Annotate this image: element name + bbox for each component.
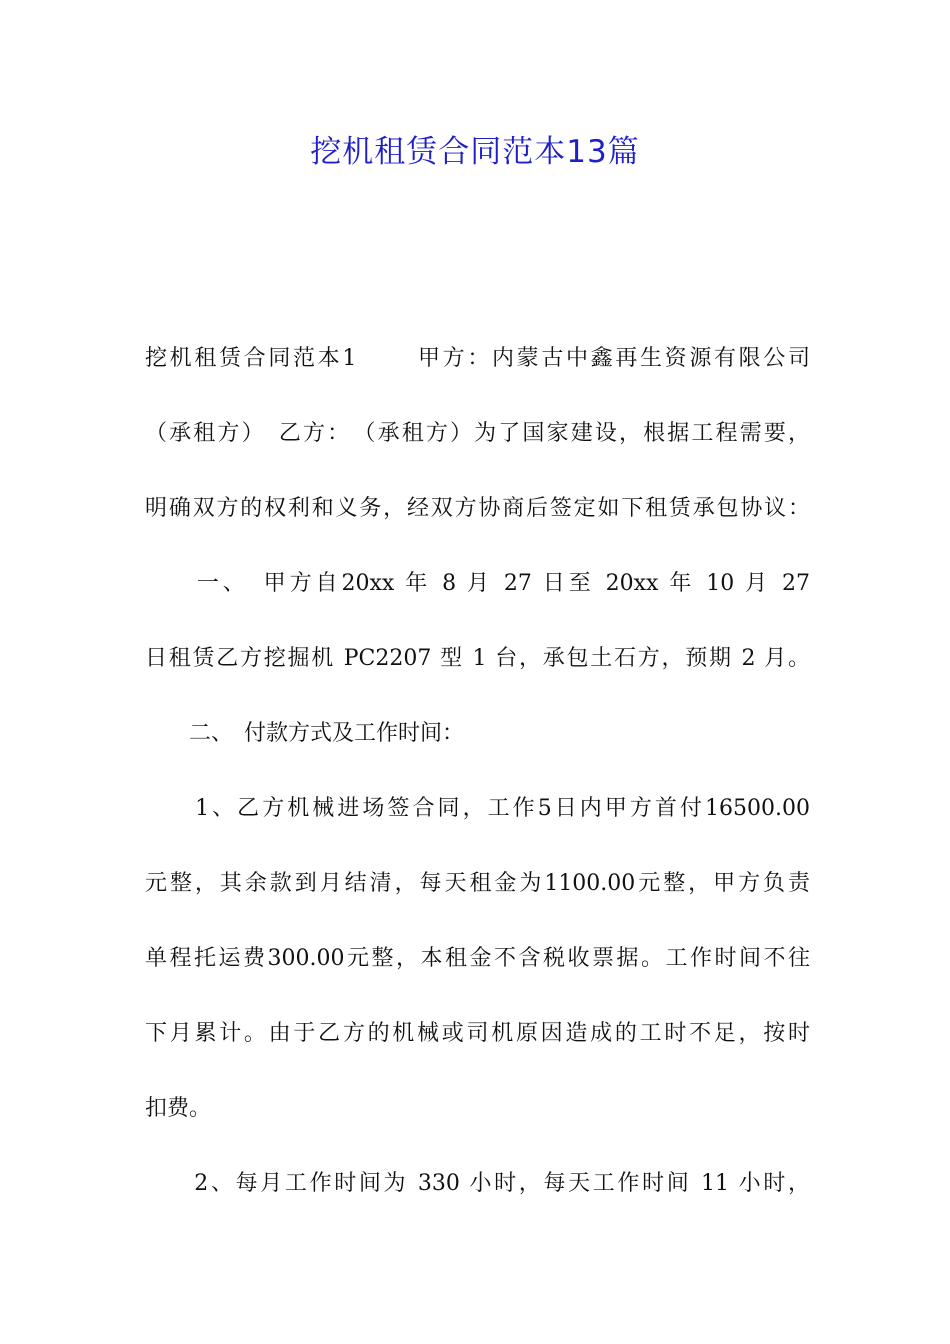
document-title: 挖机租赁合同范本13篇 [310, 134, 640, 170]
paragraph-line: 挖机租赁合同范本1 甲方：内蒙古中鑫再生资源有限公司 [145, 346, 810, 371]
paragraph-line: 2、每月工作时间为 330 小时，每天工作时间 11 小时， [145, 1171, 810, 1196]
paragraph-line: 下月累计。由于乙方的机械或司机原因造成的工时不足，按时 [145, 1021, 810, 1046]
paragraph-line: 单程托运费300.00元整，本租金不含税收票据。工作时间不往 [145, 946, 810, 971]
paragraph-line: 扣费。 [145, 1096, 212, 1121]
paragraph-line: 元整，其余款到月结清，每天租金为1100.00元整，甲方负责 [145, 871, 810, 896]
paragraph-line: 一、 甲方自20xx 年 8 月 27 日至 20xx 年 10 月 27 [145, 571, 810, 596]
paragraph-line: 明确双方的权利和义务，经双方协商后签定如下租赁承包协议： [145, 496, 810, 521]
paragraph-line: （承租方） 乙方： （承租方）为了国家建设，根据工程需要， [145, 421, 810, 446]
paragraph-line: 二、 付款方式及工作时间： [145, 721, 465, 746]
paragraph-line: 1、乙方机械进场签合同，工作5日内甲方首付16500.00 [145, 796, 810, 821]
paragraph-line: 日租赁乙方挖掘机 PC2207 型 1 台，承包土石方，预期 2 月。 [145, 646, 810, 671]
